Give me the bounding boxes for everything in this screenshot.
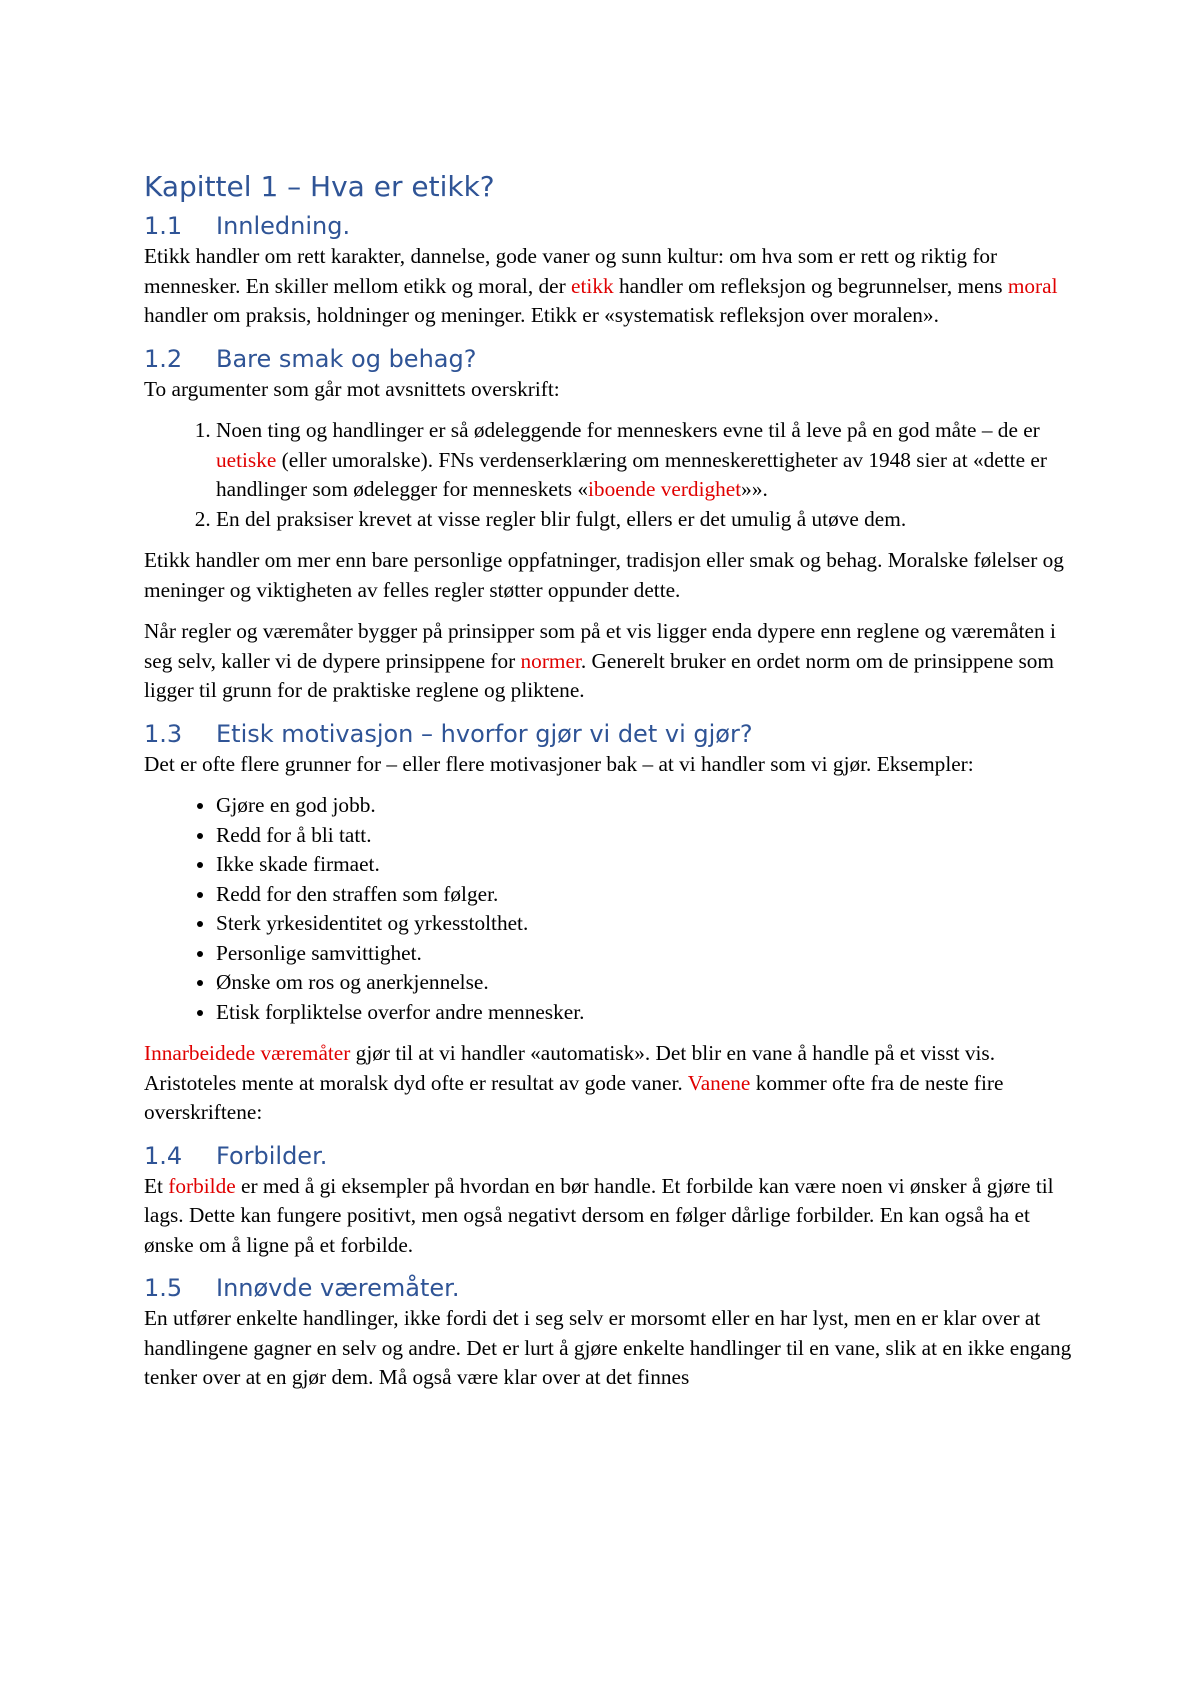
text-run: kommer ofte fra de neste fire overskriftene: <box>144 1070 1004 1124</box>
highlighted-term: iboende verdighet <box>588 477 742 501</box>
list-item: • Etisk forpliktelse overfor andre mennesker. <box>216 998 1074 1028</box>
section-heading-1-2 <box>144 343 1074 375</box>
section-title: Etisk motivasjon – hvorfor gjør vi det vi gjør? <box>216 719 753 748</box>
list-item: • Redd for å bli tatt. <box>216 821 1074 851</box>
paragraph <box>144 242 1074 331</box>
section-heading-1-5 <box>144 1272 1074 1304</box>
text-run: »». <box>741 477 768 501</box>
paragraph: Etikk handler om mer enn bare personlige oppfatninger, tradisjon eller smak og behag. Moralske følelser og meninger og viktigheten av felles regler støtter oppunder dette. <box>144 548 1064 602</box>
section-number: 1.5 <box>144 1274 183 1302</box>
list-item <box>216 416 1074 505</box>
section-title: Bare smak og behag? <box>216 344 477 373</box>
list-item: • Personlige samvittighet. <box>216 939 1074 969</box>
text-run: handler om refleksjon og begrunnelser, mens <box>613 273 1008 298</box>
text-run: Når regler og væremåter bygger på prinsipper som på et vis ligger enda dypere enn reglene og væremåten i seg selv, kaller vi de dypere prinsippene for <box>144 619 1056 673</box>
numbered-list <box>144 416 1074 534</box>
section-title: Innøvde væremåter. <box>216 1274 460 1302</box>
highlighted-term: forbilde <box>168 1173 236 1198</box>
document-page <box>144 0 1074 1405</box>
text-run: . Generelt bruker en ordet norm om de prinsippene som ligger til grunn for de praktiske reglene og pliktene. <box>144 648 1054 702</box>
text-run: Noen ting og handlinger er så ødeleggende for menneskers evne til å leve på en god måte – de er <box>216 418 1040 442</box>
section-number: 1.3 <box>144 719 183 748</box>
list-item: • Redd for den straffen som følger. <box>216 880 1074 910</box>
section-heading-1-4 <box>144 1140 1074 1172</box>
text-run: er med å gi eksempler på hvordan en bør handle. Et forbilde kan være noen vi ønsker å gjøre til lags. Dette kan fungere positivt, men også negativt dersom en følger dårlige forbilder. En kan også ha et ønske om å ligne på et forbilde. <box>144 1173 1054 1257</box>
highlighted-term: Vanene <box>687 1070 751 1095</box>
highlighted-term: moral <box>1007 273 1058 298</box>
list-item: • Ikke skade firmaet. <box>216 850 1074 880</box>
list-item: • Gjøre en god jobb. <box>216 791 1074 821</box>
highlighted-term: uetiske <box>216 447 277 472</box>
highlighted-term: normer <box>520 648 581 673</box>
paragraph: To argumenter som går mot avsnittets overskrift: <box>144 376 560 401</box>
text-run: (eller umoralske). FNs verdenserklæring om menneskerettigheter av 1948 sier at «dette er handlinger som ødelegger for menneskets « <box>216 447 1047 501</box>
text-run: Etikk handler om rett karakter, dannelse, gode vaner og sunn kultur: om hva som er rett og riktig for mennesker. En skiller mellom etikk og moral, der <box>144 244 998 298</box>
highlighted-term: etikk <box>571 273 614 298</box>
section-heading-1-3 <box>144 718 1074 750</box>
section-heading-1-1 <box>144 210 1074 242</box>
text-run: Et <box>144 1173 169 1198</box>
section-title: Forbilder. <box>216 1141 328 1170</box>
paragraph: En utfører enkelte handlinger, ikke fordi det i seg selv er morsomt eller en har lyst, men en er klar over at handlingene gagner en selv og andre. Det er lurt å gjøre enkelte handlinger til en vane, slik at en ikke engang tenker over at en gjør dem. Må også være klar over at det finnes <box>144 1306 1072 1389</box>
chapter-title: Kapittel 1 – Hva er etikk? <box>144 170 495 203</box>
list-item: • Sterk yrkesidentitet og yrkesstolthet. <box>216 909 1074 939</box>
paragraph: Det er ofte flere grunner for – eller flere motivasjoner bak – at vi handler som vi gjør. Eksempler: <box>144 751 974 776</box>
highlighted-term: Innarbeidede væremåter <box>144 1041 351 1065</box>
paragraph <box>144 1172 1074 1261</box>
section-title: Innledning. <box>216 212 351 240</box>
list-item: 2. En del praksiser krevet at visse regler blir fulgt, ellers er det umulig å utøve dem. <box>216 505 1074 535</box>
section-number: 1.2 <box>144 344 183 373</box>
paragraph <box>144 1039 1074 1128</box>
section-number: 1.4 <box>144 1141 183 1170</box>
list-item: • Ønske om ros og anerkjennelse. <box>216 968 1074 998</box>
section-number: 1.1 <box>144 212 183 240</box>
text-run: handler om praksis, holdninger og meninger. Etikk er «systematisk refleksjon over moralen». <box>144 303 939 327</box>
bullet-list <box>144 791 1074 1027</box>
paragraph <box>144 617 1074 706</box>
text-run: gjør til at vi handler «automatisk». Det blir en vane å handle på et visst vis. Aristoteles mente at moralsk dyd ofte er resultat av gode vaner. <box>144 1041 996 1095</box>
